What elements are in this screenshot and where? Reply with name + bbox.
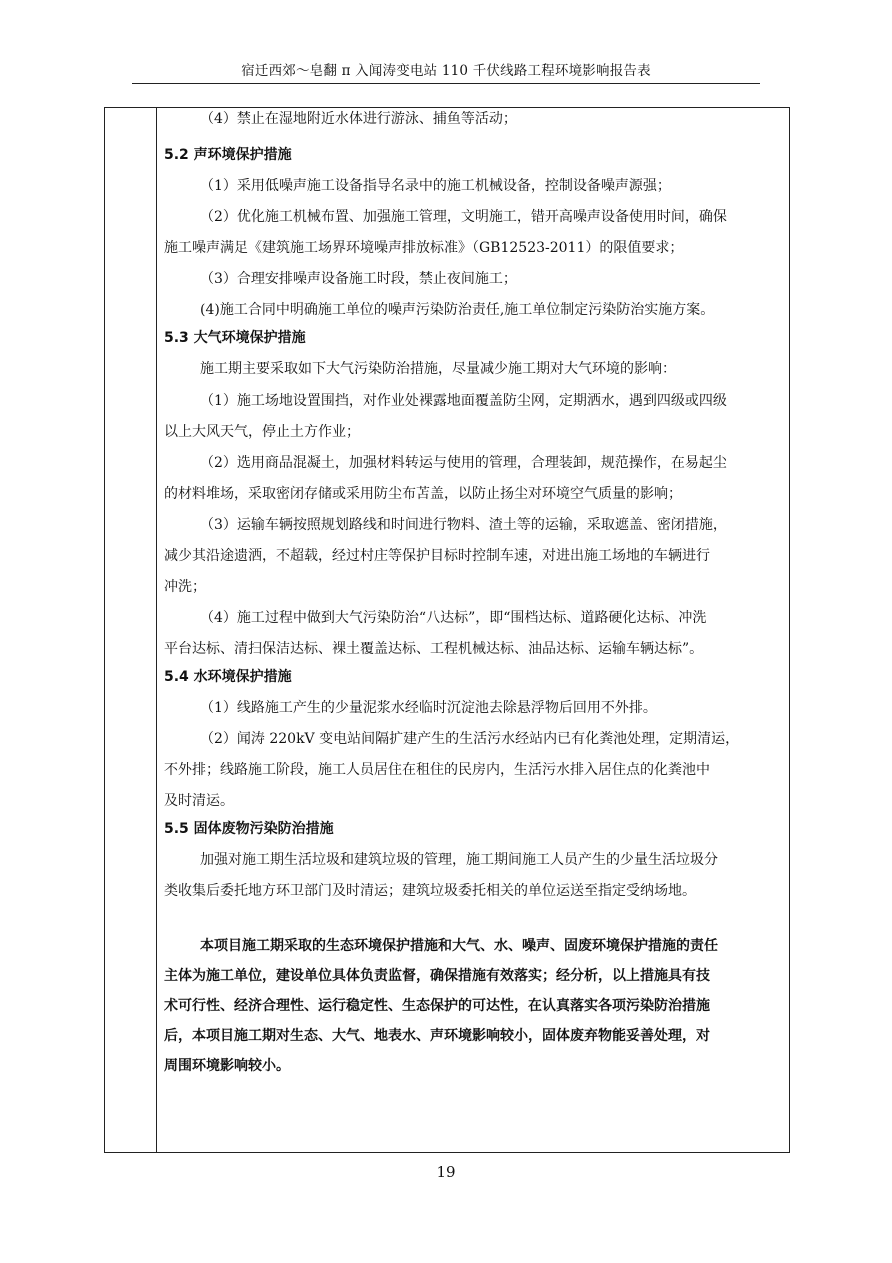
- section-heading: 5.3 大气环境保护措施: [164, 330, 306, 346]
- text-line: （4）禁止在湿地附近水体进行游泳、捕鱼等活动；: [200, 111, 517, 127]
- text-line: 以上大风天气，停止土方作业；: [164, 424, 360, 440]
- section-heading: 5.2 声环境保护措施: [164, 147, 292, 163]
- text-line: （1）采用低噪声施工设备指导名录中的施工机械设备，控制设备噪声源强；: [200, 178, 671, 194]
- text-line: （2）闻涛 220kV 变电站间隔扩建产生的生活污水经站内已有化粪池处理，定期清运，: [200, 731, 740, 747]
- conclusion-line: 主体为施工单位，建设单位具体负责监督，确保措施有效落实；经分析，以上措施具有技: [164, 968, 710, 984]
- text-line: 减少其沿途遗洒，不超载，经过村庄等保护目标时控制车速，对进出施工场地的车辆进行: [164, 548, 710, 564]
- column-divider: [156, 108, 157, 1152]
- text-line: 及时清运。: [164, 793, 234, 809]
- text-line: 加强对施工期生活垃圾和建筑垃圾的管理，施工期间施工人员产生的少量生活垃圾分: [200, 852, 718, 868]
- text-line: （2）选用商品混凝土，加强材料转运与使用的管理，合理装卸，规范操作，在易起尘: [200, 455, 727, 471]
- section-heading: 5.4 水环境保护措施: [164, 669, 292, 685]
- text-line: 平台达标、清扫保洁达标、裸土覆盖达标、工程机械达标、油品达标、运输车辆达标”。: [164, 641, 704, 657]
- text-line: （3）合理安排噪声设备施工时段，禁止夜间施工；: [200, 271, 517, 287]
- text-line: （1）施工场地设置围挡，对作业处裸露地面覆盖防尘网，定期洒水，遇到四级或四级: [200, 393, 727, 409]
- conclusion-line: 周围环境影响较小。: [164, 1058, 290, 1074]
- text-line: 类收集后委托地方环卫部门及时清运；建筑垃圾委托相关的单位运送至指定受纳场地。: [164, 883, 696, 899]
- section-heading: 5.5 固体废物污染防治措施: [164, 821, 334, 837]
- text-line: （3）运输车辆按照规划路线和时间进行物料、渣土等的运输，采取遮盖、密闭措施，: [200, 517, 727, 533]
- text-line: 的材料堆场，采取密闭存储或采用防尘布苫盖，以防止扬尘对环境空气质量的影响；: [164, 486, 682, 502]
- text-line: （4）施工过程中做到大气污染防治“八达标”，即“围档达标、道路硬化达标、冲洗: [200, 610, 707, 626]
- conclusion-line: 术可行性、经济合理性、运行稳定性、生态保护的可达性，在认真落实各项污染防治措施: [164, 998, 710, 1014]
- conclusion-line: 本项目施工期采取的生态环境保护措施和大气、水、噪声、固废环境保护措施的责任: [200, 938, 718, 954]
- page-header: 宿迁西郊～皂翻 π 入闻涛变电站 110 千伏线路工程环境影响报告表: [132, 61, 760, 84]
- text-line: 不外排；线路施工阶段，施工人员居住在租住的民房内，生活污水排入居住点的化粪池中: [164, 762, 710, 778]
- text-line: 施工期主要采取如下大气污染防治措施，尽量减少施工期对大气环境的影响：: [200, 361, 676, 377]
- text-line: 施工噪声满足《建筑施工场界环境噪声排放标准》（GB12523-2011）的限值要求；: [164, 240, 684, 256]
- page-number: 19: [436, 1163, 456, 1181]
- text-line: （2）优化施工机械布置、加强施工管理，文明施工，错开高噪声设备使用时间，确保: [200, 209, 727, 225]
- text-line: (4)施工合同中明确施工单位的噪声污染防治责任,施工单位制定污染防治实施方案。: [200, 302, 715, 318]
- text-line: 冲洗；: [164, 579, 206, 595]
- text-line: （1）线路施工产生的少量泥浆水经临时沉淀池去除悬浮物后回用不外排。: [200, 700, 657, 716]
- conclusion-line: 后，本项目施工期对生态、大气、地表水、声环境影响较小，固体废弃物能妥善处理，对: [164, 1028, 710, 1044]
